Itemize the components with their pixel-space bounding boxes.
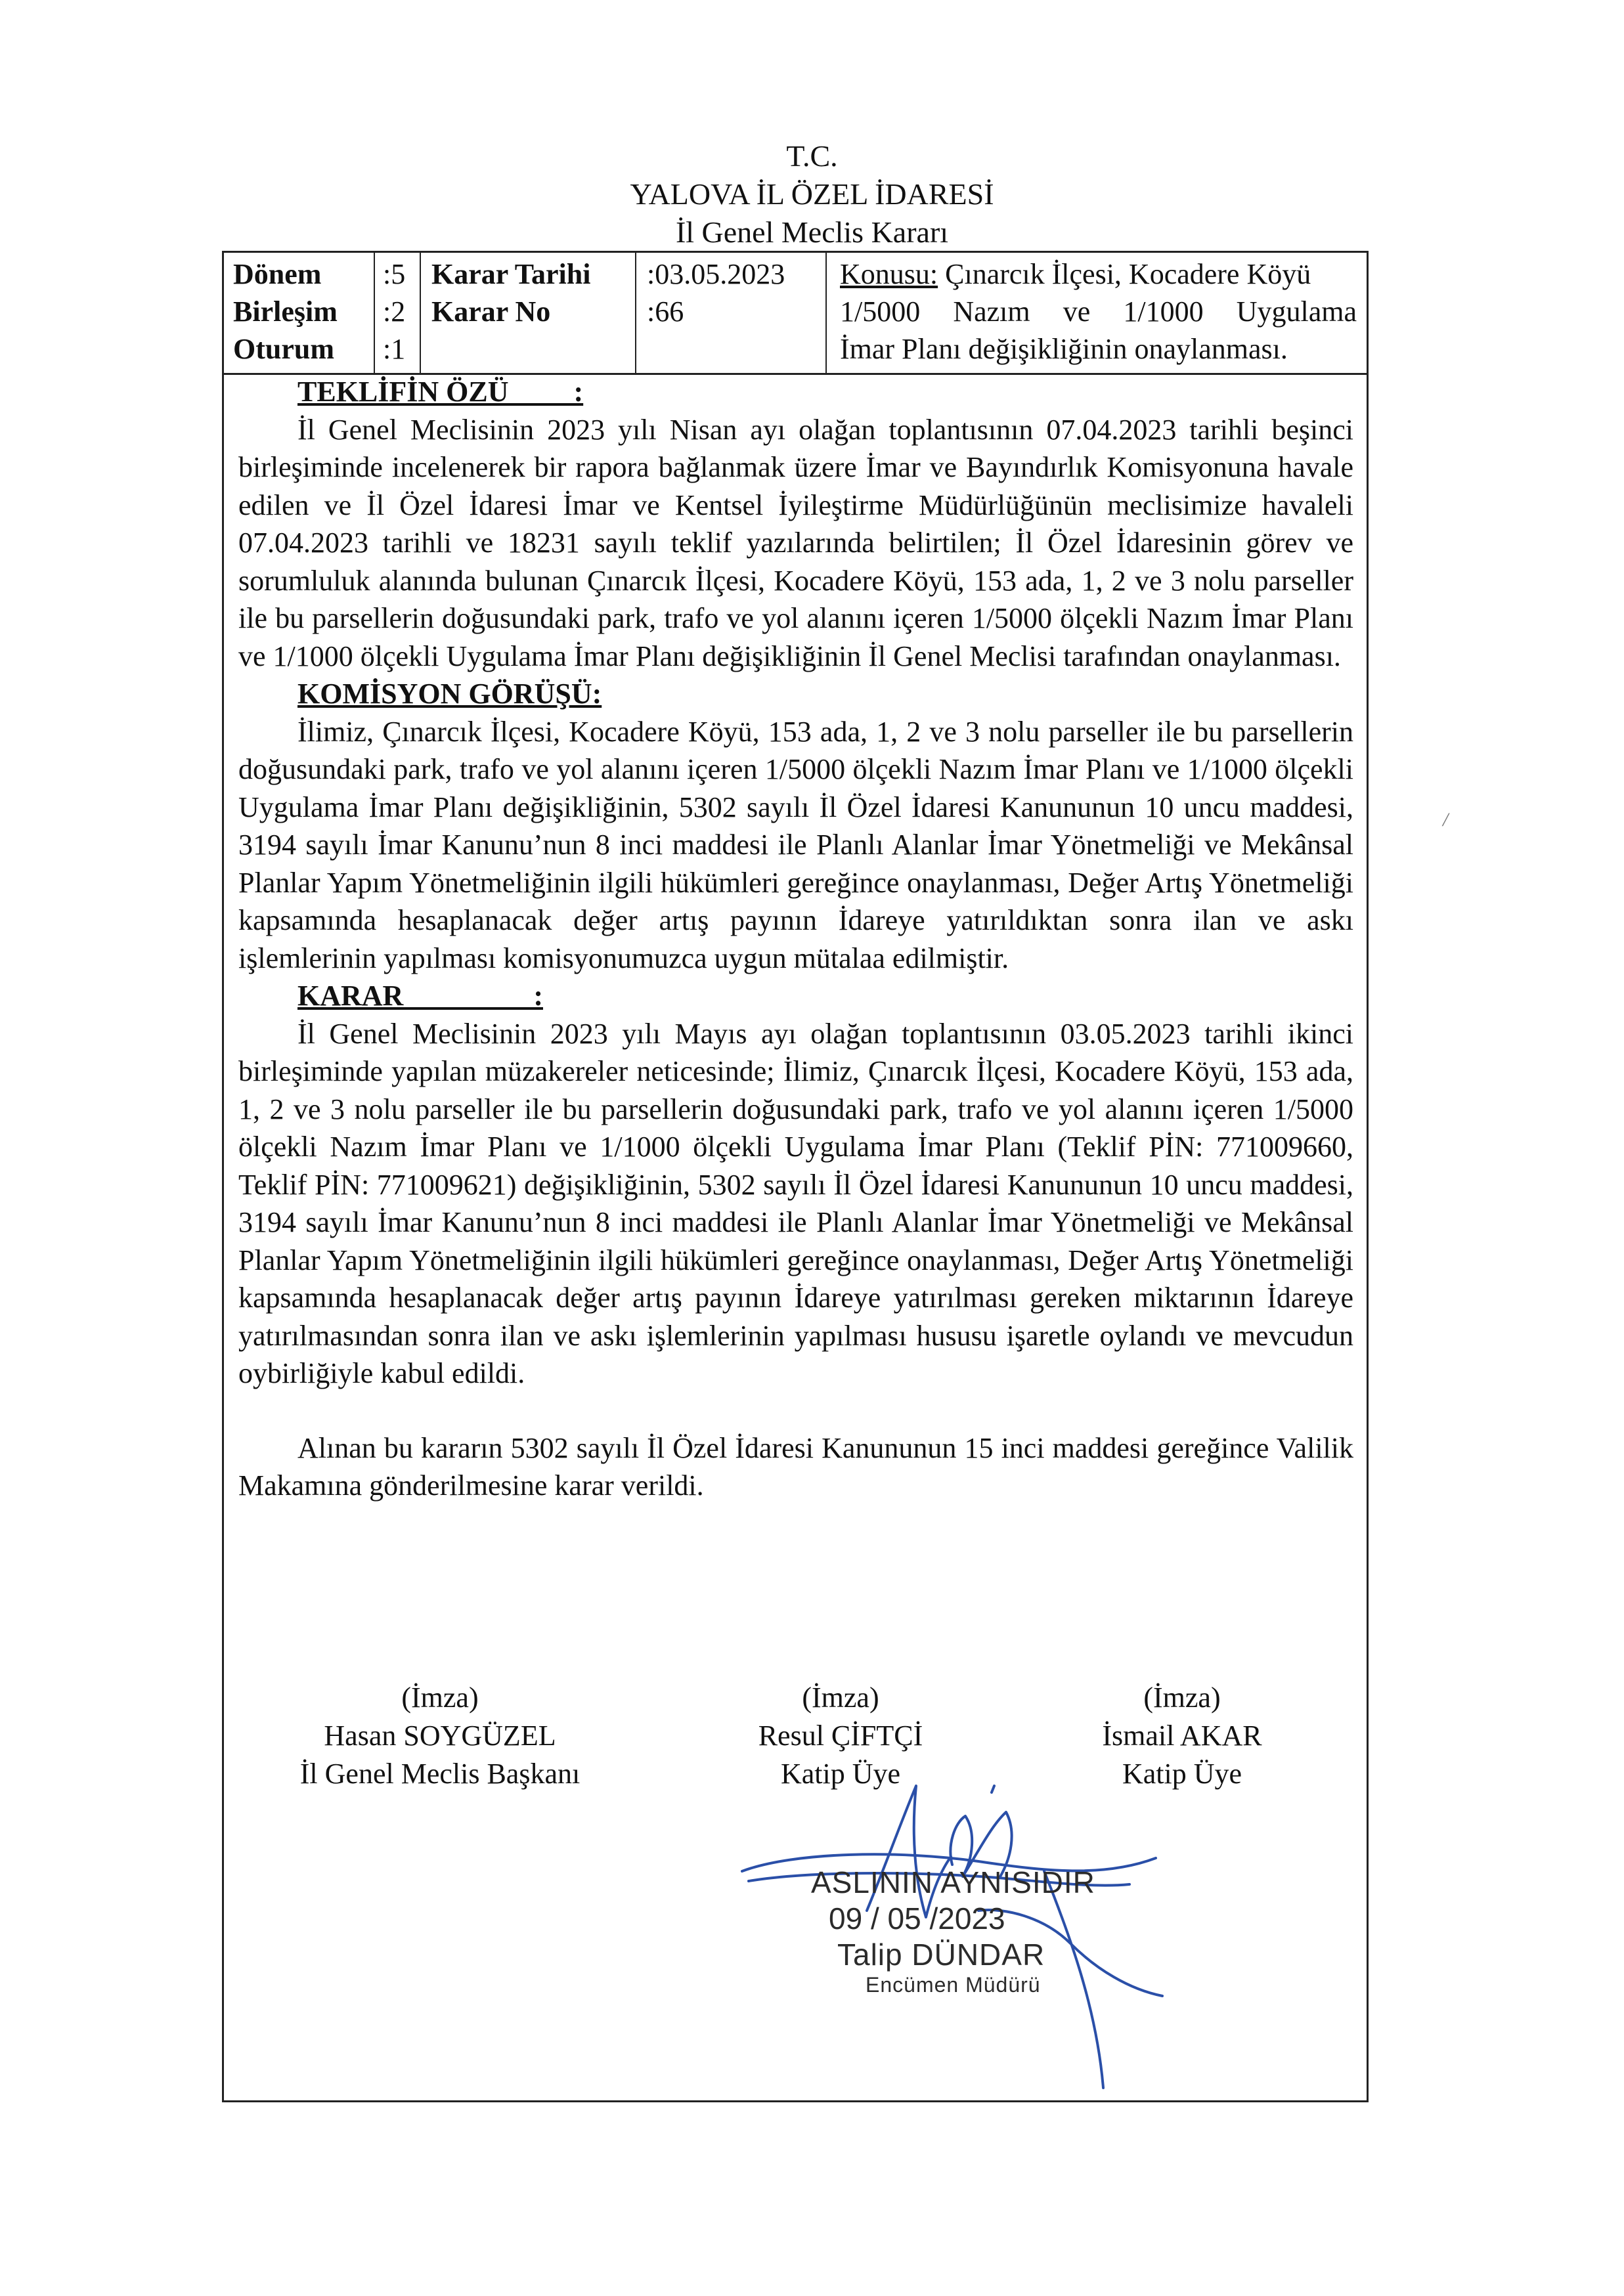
- stamp-date: 09 / 05 /2023: [829, 1901, 1005, 1936]
- signature-title: Katip Üye: [780, 1758, 901, 1790]
- doc-header-tc: T.C.: [786, 139, 838, 173]
- section-text-karar: İl Genel Meclisinin 2023 yılı Mayıs ayı olağan toplantısının 03.05.2023 tarihli ikinci birleşiminde yapılan müzakereler neticesinde; İlimiz, Çınarcık İlçesi, Kocadere Köyü, 153 ada, 1, 2 ve 3 nolu parseller ile bu parsellerin doğusundaki park, trafo ve yol alanını içeren 1/5000 ölçekli Nazım İmar Planı ve 1/1000 ölçekli Uygulama İmar Planı (Teklif PİN: 771009660, Teklif PİN: 771009621) değişikliğinin, 5302 sayılı İl Özel İdaresi Kanununun 10 uncu maddesi, 3194 sayılı İmar Kanunu’nun 8 inci maddesi ile Planlı Alanlar İmar Yönetmeliği ve Mekânsal Planlar Yapım Yönetmeliğinin ilgili hükümleri gereğince onaylanması, Değer Artış Yönetmeliği kapsamında hesaplanacak değer artış payının İdareye yatırılması gereken miktarının İdareye yatırılmasından sonra ilan ve askı işlemlerinin yapılması hususu işaretle oylandı ve mevcudun oybirliğiyle kabul edildi.: [238, 1017, 1353, 1389]
- subject-cell: [827, 253, 1369, 373]
- signature-imza: (İmza): [401, 1681, 479, 1714]
- value-birlesim: :2: [383, 295, 406, 328]
- stamp-officer-name: Talip DÜNDAR: [837, 1938, 1045, 1972]
- signature-title: Katip Üye: [1122, 1758, 1242, 1790]
- closing-paragraph: Alınan bu kararın 5302 sayılı İl Özel İdaresi Kanununun 15 inci maddesi gereğince Valilik Makamına gönderilmesine karar verildi.: [238, 1431, 1353, 1502]
- signature-block-president: [269, 1679, 611, 1793]
- signature-imza: (İmza): [1143, 1681, 1221, 1714]
- label-donem: Dönem: [233, 258, 322, 290]
- value-donem: :5: [383, 258, 406, 290]
- section-text-komisyon: İlimiz, Çınarcık İlçesi, Kocadere Köyü, 153 ada, 1, 2 ve 3 nolu parseller ile bu parsellerin doğusundaki park, trafo ve yol alanını içeren 1/5000 ölçekli Nazım İmar Planı ve 1/1000 ölçekli Uygulama İmar Planı değişikliğinin, 5302 sayılı İl Özel İdaresi Kanununun 10 uncu maddesi, 3194 sayılı İmar Kanunu’nun 8 inci maddesi ile Planlı Alanlar İmar Yönetmeliği ve Mekânsal Planlar Yapım Yönetmeliğinin ilgili hükümleri gereğince onaylanması, Değer Artış Yönetmeliği kapsamında hesaplanacak değer artış payının İdareye yatırıldıktan sonra ilan ve askı işlemlerinin yapılması komisyonumuzca uygun mütalaa edilmiştir.: [238, 715, 1353, 974]
- decision-labels-cell: [421, 253, 636, 373]
- section-heading-teklif: TEKLİFİN ÖZÜ :: [297, 376, 584, 408]
- section-heading-komisyon: KOMİSYON GÖRÜŞÜ:: [297, 678, 602, 710]
- signature-title: İl Genel Meclis Başkanı: [299, 1758, 581, 1790]
- doc-header-decision-type: İl Genel Meclis Kararı: [675, 215, 949, 249]
- stamp-officer-title: Encümen Müdürü: [866, 1973, 1041, 1997]
- signature-imza: (İmza): [802, 1681, 879, 1714]
- signature-stroke: [992, 1786, 994, 1792]
- label-karar-no: Karar No: [431, 295, 551, 328]
- label-karar-tarihi: Karar Tarihi: [431, 258, 591, 290]
- subject-line-3: İmar Planı değişikliğinin onaylanması.: [840, 333, 1288, 365]
- subject-line-1: [840, 255, 1357, 293]
- label-birlesim: Birleşim: [233, 295, 338, 328]
- paragraph-spacer: [238, 1393, 1353, 1429]
- session-labels-cell: [224, 253, 375, 373]
- value-oturum: :1: [383, 333, 406, 365]
- signature-name: İsmail AKAR: [1102, 1720, 1262, 1752]
- signature-stroke: [1044, 1871, 1103, 2088]
- value-karar-tarihi: :03.05.2023: [647, 258, 785, 290]
- subject-line-2: 1/5000 Nazım ve 1/1000 Uygulama: [840, 295, 1357, 328]
- value-karar-no: :66: [647, 295, 684, 328]
- decision-values-cell: [636, 253, 827, 373]
- session-values-cell: [375, 253, 421, 373]
- subject-label: Konusu:: [840, 258, 938, 290]
- label-oturum: Oturum: [233, 333, 334, 365]
- section-heading-karar: KARAR :: [297, 980, 543, 1012]
- section-text-teklif: İl Genel Meclisinin 2023 yılı Nisan ayı olağan toplantısının 07.04.2023 tarihli beşinci birleşiminde incelenerek bir rapora bağlanmak üzere İmar ve Bayındırlık Komisyonuna havale edilen ve İl Özel İdaresi İmar ve Kentsel İyileştirme Müdürlüğünün meclisimize havaleli 07.04.2023 tarihli ve 18231 sayılı teklif yazılarında belirtilen; İl Özel İdaresinin görev ve sorumluluk alanında bulunan Çınarcık İlçesi, Kocadere Köyü, 153 ada, 1, 2 ve 3 nolu parseller ile bu parsellerin doğusundaki park, trafo ve yol alanını içeren 1/5000 ölçekli Nazım İmar Planı ve 1/1000 ölçekli Uygulama İmar Planı değişikliğinin İl Genel Meclisi tarafından onaylanması.: [238, 413, 1353, 672]
- signature-name: Hasan SOYGÜZEL: [324, 1720, 556, 1752]
- decision-body: [238, 373, 1353, 1505]
- info-table: [224, 253, 1367, 375]
- stray-pen-mark: /: [1443, 809, 1449, 831]
- doc-header-institution: YALOVA İL ÖZEL İDARESİ: [630, 177, 994, 211]
- subject-text-1: Çınarcık İlçesi, Kocadere Köyü: [938, 258, 1311, 290]
- stamp-certified-copy: ASLININ AYNISIDIR: [811, 1865, 1095, 1899]
- signature-name: Resul ÇİFTÇİ: [758, 1720, 923, 1752]
